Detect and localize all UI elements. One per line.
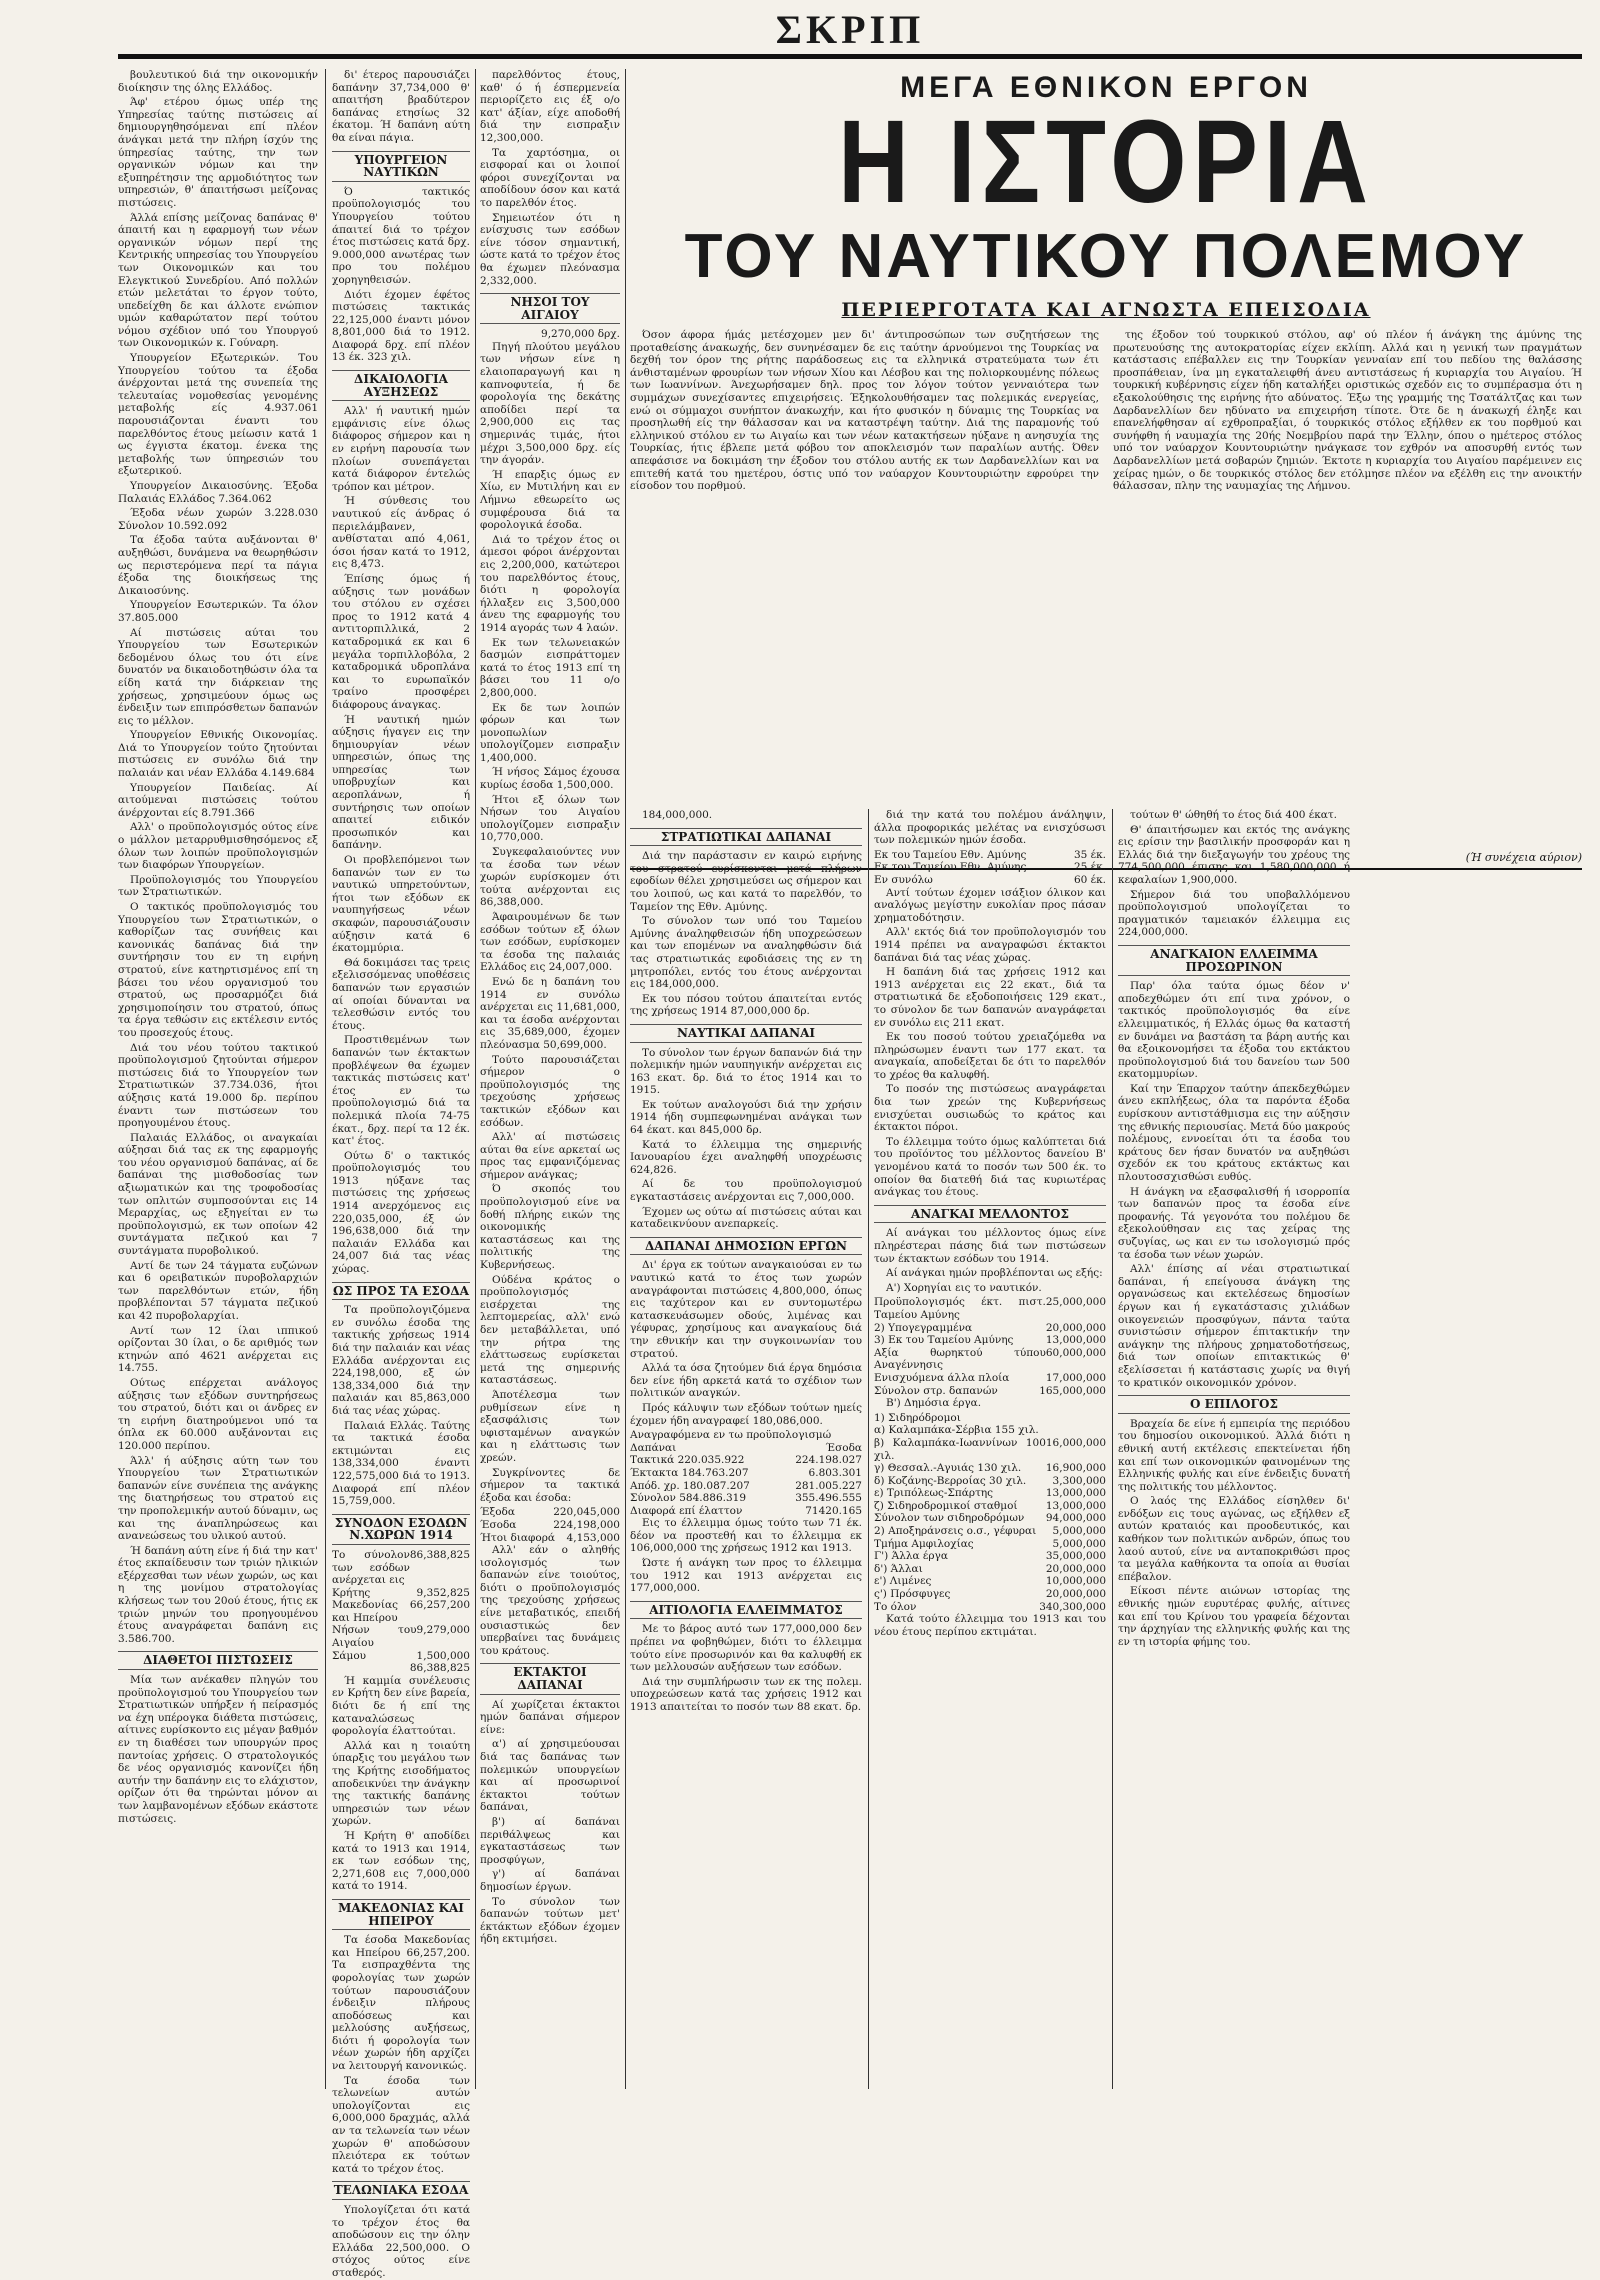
figure-value: 13,000,000 xyxy=(1045,1499,1106,1512)
masthead-title: ΣΚΡΙΠ xyxy=(775,7,925,52)
figure-label: β) Καλαμπάκα-Ιωαννίνων 100 χιλ. xyxy=(874,1436,1046,1462)
figure-value: 13,000,000 xyxy=(1045,1334,1106,1347)
figure-label: ς') Πρόσφυγες xyxy=(874,1588,951,1601)
paragraph: Εκ τούτων αναλογούσι διά την χρήσιν 1914 ήδη συμπεφωνημέναι ανάγκαι των 64 έκατ. και 845,000 δρ. xyxy=(630,1098,862,1137)
paragraph: Άλλά επίσης μείζονας δαπάνας θ' άπαιτή και η εφαρμογή των νέων οργανικών νόμων περί της Κεντρικής υπηρεσίας του Υπουργείου των Οικονομικών και του Ελεγκτικού Συνεδρίου. Από πολλών ετών μελετάται το έργον τούτο, υπεδείχθη δε και άλλοτε ενώπιον υμών καθαρώτατον περί τούτου νόμου σχέδιον υπό του Υπουργού των Οικονομικών κ. Γούναρη. xyxy=(118,211,318,350)
paragraph: Εκ των τελωνειακών δασμών εισπράττομεν κατά το έτος 1913 επί τη βάσει του 11 ο/ο 2,800,000. xyxy=(480,636,620,699)
paragraph: Αντί δε των 24 τάγματα ευζώνων και 6 ορειβατικών πυροβολαρχιών των παρελθόντων ετών, ήδη προβλέπονται 57 τάγματα πεζικού και 42 πυροβολαρχίαι. xyxy=(118,1259,318,1322)
figure-row xyxy=(874,1487,1106,1500)
figure-row xyxy=(332,1662,470,1675)
figure-row xyxy=(874,1424,1106,1437)
section-heading: ΝΗΣΟΙ ΤΟΥ ΑΙΓΑΙΟΥ xyxy=(480,293,620,324)
figure-row xyxy=(874,1334,1106,1347)
figure-label: Έκτακτα 184.763.207 xyxy=(630,1466,749,1479)
masthead xyxy=(118,7,1582,59)
paragraph: Η άνάγκη να εξασφαλισθή ή ισορροπία των δαπανών προς τα έσοδα είνε προφανής. Τά γεγονότα του πολέμου δε εξεκολούθησαν εις τας χείρας της συζυγίας, ως και εν τω ισολογισμώ πρός τα έσοδα των νέων χωρών. xyxy=(1118,1185,1350,1261)
figure-row xyxy=(332,1599,470,1624)
section-heading: ΕΚΤΑΚΤΟΙ ΔΑΠΑΝΑΙ xyxy=(480,1663,620,1694)
figure-value: 9,352,825 xyxy=(416,1586,470,1599)
paragraph: Ή καμμία συνέλευσις εν Κρήτη δεν είνε βαρεία, διότι δε ή επί της καταναλώσεως φορολογία έλαττούται. xyxy=(332,1674,470,1738)
paragraph: Ό τακτικός προϋπολογισμός του Υπουργείου τούτου άπαιτεί διά το τρέχον έτος πιστώσεις κατά δρχ. 9.000,000 ανωτέρας των προ του πολέμου χορηγηθεισών. xyxy=(332,185,470,286)
figure-value: 224.198.027 xyxy=(795,1454,862,1467)
figure-row xyxy=(874,1512,1106,1525)
figure-row xyxy=(874,1475,1106,1488)
paragraph: Αντί τούτων έχομεν ισάξιον όλικον και αναλόγως μεγίστην ευκολίαν προς πάσαν χρηματοδότησιν. xyxy=(874,886,1106,924)
figure-row xyxy=(630,1505,862,1518)
figure-row xyxy=(480,328,620,341)
column-6 xyxy=(1118,809,1350,2089)
figure-value: 66,257,200 xyxy=(409,1599,470,1612)
paragraph: Αί ανάγκαι ημών προβλέπονται ως εξής: xyxy=(886,1267,1103,1280)
paragraph: διά την κατά του πολέμου άνάληψιν, άλλα προφορικάς μελέτας να ενισχύσωσι των πολεμικών ημών έσοδα. xyxy=(874,809,1106,847)
feature-body xyxy=(630,329,1582,849)
column-3 xyxy=(480,69,620,2089)
section-heading: ΔΑΠΑΝΑΙ ΔΗΜΟΣΙΩΝ ΕΡΓΩΝ xyxy=(630,1237,862,1256)
section-heading: ΣΤΡΑΤΙΩΤΙΚΑΙ ΔΑΠΑΝΑΙ xyxy=(630,828,862,847)
figure-label: Ενισχυόμενα άλλα πλοία xyxy=(874,1371,1010,1384)
figure-row xyxy=(630,1454,862,1467)
figure-label: Σάμου xyxy=(332,1649,367,1662)
figure-value: 5,000,000 xyxy=(1052,1537,1106,1550)
paragraph: Ούτω δ' ο τακτικός προϋπολογισμός του 1913 ηύξανε τας πιστώσεις της χρήσεως 1914 ανερχόμενος εις 220,035,000, έξ ών 196,638,000 διά την παλαιάν Ελλάδα και 24,007 διά τας νέας χώρας. xyxy=(332,1149,470,1276)
figure-label: Ήτοι διαφορά xyxy=(480,1531,555,1544)
paragraph: Ο λαός της Ελλάδος είσηλθεν δι' ενδόξων εις τους αγώνας, ως εξήλθεν εξ αυτών κραταιός και προοδευτικός, και καθήκον των πολιτικών ανδρών, όπως του λαού αυτού, είνε να ανταποκριθώσι προς τα μεγάλα καθήκοντα τα οποία αι θυσίαι επέβαλον. xyxy=(1118,1495,1350,1583)
feature-banner xyxy=(630,69,1582,870)
paragraph: βουλευτικού διά την οικονομικήν διοίκησιν της όλης Ελλάδος. xyxy=(118,69,318,94)
section-heading: ΣΥΝΟΔΟΝ ΕΣΟΔΩΝ Ν.ΧΩΡΩΝ 1914 xyxy=(332,1514,470,1545)
figure-value: 35 έκ. xyxy=(1073,848,1106,861)
feature-body-right: της έξοδον τού τουρκικού στόλου, αφ' ού πλέον ή άνάγκη της άμύνης της πρωτευούσης της αυτοκρατορίας είχεν εκλίπη. Αλλά και η γενική των πραγμάτων κατάστασις επέβαλλεν εις την Τουρκίαν γενναίαν επί του πεδίου της θαλάσσης προσπάθειαν, ίνα μη εγκαταλειφθή άνευ αντιστάσεως ή κυριαρχία του Αιγαίου. Ή τουρκική κυβέρνησις είχεν ήδη καταλήξει οριστικώς σχεδόν εις το συμπέρασμα ότι η εξακολούθησις της ειρήνης ήτο αδύνατος. Έξω της γραμμής της Τσατάλτζας και των Δαρδανελλίων δεν ηδύνατο να επιχειρήση τίποτε. Ότε δε η άνακωχή έληξε και επανελήφθησαν αί εχθροπραξίαι, ό τουρκικός στόλος εξήλθεν εκ του πορθμού και συνήφθη ή ναυμαχία της 20ής Νοεμβρίου παρά την Έλλην, όπου ο ημέτερος στόλος υπό τον ναύαρχον Κουντουριώτην ηνάγκασε τον εχθρόν να αποσυρθή εντός των Δαρδανελλίων μετά σοβαρών ζημιών. Έκτοτε η κυριαρχία του Αιγαίου παρέμεινεν εις χείρας ημών, ο δε τουρκικός στόλος δεν ετόλμησε πλέον να εξέλθη εις την ανοικτήν θάλασσαν, πλην της ναυμαχίας της Λήμνου. xyxy=(1113,329,1582,493)
paragraph: Παρ' όλα ταύτα όμως δέον ν' αποδεχθώμεν ότι επί τινα χρόνον, ο τακτικός προϋπολογισμός θα είνε ελλειμματικός, ή Ελλάς όμως θα καταστή εν δυνάμει να βαστάση τα βάρη αυτής και θα εξοικονομήσει τα έξοδα του εκτάκτου προϋπολογισμού διά του δανείου των 500 εκατομμυρίων. xyxy=(1118,980,1350,1081)
feature-title: Η ΙΣΤΟΡΙΑ xyxy=(838,95,1374,227)
section-heading: ΔΙΚΑΙΟΛΟΓΙΑ ΑΥΞΗΣΕΩΣ xyxy=(332,370,470,401)
figure-value: 86,388,825 xyxy=(409,1548,470,1561)
column-rule xyxy=(625,69,626,2089)
figure-label: ε) Τριπόλεως-Σπάρτης xyxy=(874,1487,994,1500)
figure-row xyxy=(874,849,1106,862)
figure-value: 10,000,000 xyxy=(1045,1575,1106,1588)
column-rule xyxy=(325,69,326,2089)
figure-label: Προϋπολογισμός έκτ. πιστ. Ταμείου Αμύνης xyxy=(874,1296,1046,1321)
paragraph: Με το βάρος αυτό των 177,000,000 δεν πρέπει να φοβηθώμεν, διότι το έλλειμμα τούτο είνε προσωρινόν και θα καλυφθή εκ των μελλουσών αυξήσεων των εσόδων. xyxy=(630,1623,862,1674)
figure-label: Νήσων του Αιγαίου xyxy=(332,1624,417,1650)
figure-row xyxy=(630,1429,862,1442)
figure-label: Εκ του Ταμείου Εθν. Αμύνης xyxy=(874,861,1027,874)
paragraph: Αί ανάγκαι του μέλλοντος όμως είνε πληρέστεραι πάσης διά των πιστώσεων των έκτακτων εσόδων του 1914. xyxy=(874,1227,1106,1265)
figure-label: Απόδ. χρ. 180.087.207 xyxy=(630,1479,750,1492)
paragraph: Άλλ' ή αύξησις αύτη των του Υπουργείου των Στρατιωτικών δαπανών είνε συνέπεια της ανάγκης της διατηρήσεως του στρατού εις την προπολεμικήν αυτού δύναμιν, ως και της άναπληρώσεως και ανανεώσεως του υλικού αυτού. xyxy=(118,1454,318,1543)
paragraph: Άφαιρουμένων δε των εσόδων τούτων εξ όλων των εσόδων, ευρίσκομεν τα έσοδα της παλαιάς Ελλάδος εις 24,007,000. xyxy=(480,911,620,974)
paragraph: Αλλ' εάν ο αληθής ισολογισμός των δαπανών είνε τοιούτος, διότι ο προϋπολογισμός της τρεχούσης χρήσεως είνε μεταβατικός, επειδή ουσιαστικώς δεν υπερβαίνει τας δυνάμεις του κράτους. xyxy=(480,1544,620,1657)
figure-row xyxy=(874,1385,1106,1398)
column-5 xyxy=(874,809,1106,2089)
column-rule xyxy=(868,809,869,2089)
figure-label: 1) Σιδηρόδρομοι xyxy=(874,1411,961,1424)
section-heading: ΩΣ ΠΡΟΣ ΤΑ ΕΣΟΔΑ xyxy=(332,1282,470,1301)
figure-row xyxy=(874,1412,1106,1425)
paragraph: Εις το έλλειμμα όμως τούτο των 71 έκ. δέον να προστεθή και το έλλειμμα εκ 106,000,000 της χρήσεως 1912 και 1913. xyxy=(630,1517,862,1555)
figure-value: Έσοδα xyxy=(825,1441,862,1454)
paragraph: Αλλ' ή ναυτική ημών εμφάνισις είνε όλως διάφορος σήμερον και η εν ειρήνη παρουσία των πλοίων συνεπάγεται κατά διάφορον έντελώς τρόπον και μέτρον. xyxy=(332,405,470,493)
figure-value: 35,000,000 xyxy=(1045,1550,1106,1563)
figure-label: δ) Κοζάνης-Βερροίας 30 χιλ. xyxy=(874,1474,1027,1487)
figure-value: 224,198,000 xyxy=(553,1518,620,1531)
figure-label: Τμήμα Αμφιλοχίας xyxy=(874,1537,974,1550)
paragraph: Προστιθεμένων των δαπανών των έκτακτων προβλέψεων θα έχωμεν τακτικάς πιστώσεις κατ' έτος εν τω προϋπολογισμώ διά τα πολεμικά πλοία 74-75 έκατ., δρχ. περί τα 12 έκ. κατ' έτος. xyxy=(332,1034,470,1148)
figure-value: 3,300,000 xyxy=(1052,1474,1106,1487)
figure-value: 165,000,000 xyxy=(1039,1384,1106,1397)
figure-label: ζ) Σιδηροδρομικοί σταθμοί xyxy=(874,1499,1018,1512)
paragraph: 184,000,000. xyxy=(642,809,713,821)
paragraph: Προϋπολογισμός του Υπουργείου των Στρατιωτικών. xyxy=(118,873,318,899)
figure-value: 281.005.227 xyxy=(795,1479,862,1492)
figure-label: 3) Εκ του Ταμείου Αμύνης xyxy=(874,1334,1014,1347)
paragraph: Κατά το έλλειμμα της σημερινής Ιανουαρίου έχει αναληφθή υποχρέωσις 624,826. xyxy=(630,1138,862,1176)
paragraph: Αλλ' εκτός διά τον προϋπολογισμόν του 1914 πρέπει να αναγραφώσι έκτακτοι δαπάναι διά τας νέας χώρας. xyxy=(874,926,1106,964)
section-heading: ΑΝΑΓΚΑΙΟΝ ΕΛΛΕΙΜΜΑ ΠΡΟΣΩΡΙΝΟΝ xyxy=(1118,945,1350,976)
paragraph: Ούδένα κράτος ο προϋπολογισμός εισέρχεται της λεπτομερείας, αλλ' ενώ δεν μεταβάλλεται, υπό την ρήτρα της ελάττωσεως ευρίσκεται μετά της σημερινής καταστάσεως. xyxy=(480,1273,620,1387)
paragraph: Ήτοι εξ όλων των Νήσων του Αιγαίου υπολογίζομεν εισπραξιν 10,770,000. xyxy=(480,793,620,844)
paragraph: Μία των ανέκαθεν πληγών του προϋπολογισμού του Υπουργείου των Στρατιωτικών υπήρξεν ή πείρασμός να έχη υπέρογκα διάθετα πιστώσεις, αίτινες ευρίσκοντο εις μέγαν βαθμόν εν τη διαθέσει των υπουργών προς παντοίας χρήσεις. Ο στρατολογικός δε νέος οργανισμός κανονίζει ήδη αυτήν την δαπάνην εις το ελάχιστον, ορίζων ότι θα τηρώνται μόνον αι των λαμβανομένων εξόδων εκάστοτε πιστώσεις. xyxy=(118,1674,318,1825)
paragraph: Καί την Έπαρχον ταύτην άπεκδεχθώμεν άνευ εκπλήξεως, όλα τα παρόντα έξοδα ευρίσκουν αντιστάθμισμα εις την αύξησιν της εθνικής περιουσίας. Μετά δύο μακρούς πολέμους, εννοείται ότι τα έσοδα του κράτους δεν ήσαν δυνατόν να αυξηθώσι σχεδόν εκ του κράτους εκτάκτως και πλουτοσσχισθώσι ευθύς. xyxy=(1118,1082,1350,1184)
figure-row xyxy=(874,1550,1106,1563)
paragraph: Αλλ' αί πιστώσεις αύται θα είνε αρκεταί ως προς τας εμφανιζόμενας σήμερον ανάγκας; xyxy=(480,1131,620,1181)
paragraph: Το ποσόν της πιστώσεως αναγράφεται δια των χρεών της Κυβερνήσεως ενισχύεται ουσιωδώς το κράτος και έκτακτοι πόροι. xyxy=(874,1083,1106,1134)
paragraph: Υπουργείον Παιδείας. Αί αιτούμεναι πιστώσεις τούτου άνέρχονται είς 8.791.366 xyxy=(118,781,318,819)
figure-value: 86,388,825 xyxy=(409,1662,470,1675)
figure-row xyxy=(630,1467,862,1480)
paragraph: Συγκρίνοντες δε σήμερον τα τακτικά έξοδα και έσοδα: xyxy=(480,1466,620,1504)
paragraph: Σήμερον διά του υποβαλλόμενου προϋπολογισμού υπολογίζεται το πραγματικόν ταμειακόν έλλειμμα εις 224,000,000. xyxy=(1118,888,1350,939)
figure-label: Κρήτης xyxy=(332,1586,371,1599)
paragraph: τούτων θ' ώθηθή το έτος διά 400 έκατ. xyxy=(1130,809,1338,821)
figure-label: Δαπάναι xyxy=(630,1441,677,1454)
figure-row xyxy=(332,1650,470,1663)
paragraph: Β') Δημόσια έργα. xyxy=(886,1397,982,1410)
figure-value: 17,000,000 xyxy=(1045,1371,1106,1384)
article-grid xyxy=(118,69,1582,2279)
paragraph: δι' έτερος παρουσιάζει δαπάνην 37,734,000 θ' απαιτήση βραδύτερον δαπάνας ετησίως 32 έκατομ. Ή δαπάνη αύτη θα είναι πάγια. xyxy=(332,69,470,144)
paragraph: Τούτο παρουσιάζεται σήμερον ο προϋπολογισμός της τρεχούσης χρήσεως τακτικών εξόδων και εσόδων. xyxy=(480,1053,620,1129)
section-heading: ΔΙΑΘΕΤΟΙ ΠΙΣΤΩΣΕΙΣ xyxy=(118,1651,318,1670)
paragraph: Αλλ' ο προϋπολογισμός ούτος είνε ο μάλλον μεταρρυθμισθησόμενος εξ όλων των λοιπών προϋπολογισμών των διαφόρων Υπουργείων. xyxy=(118,821,318,872)
paragraph: Α') Χορηγίαι εις το ναυτικόν. xyxy=(886,1281,1042,1294)
figure-label: Αξία θωρηκτού τύπου Αναγέννησις xyxy=(874,1346,1046,1372)
figure-label: 2) Υπογεγραμμένα xyxy=(874,1321,973,1334)
paragraph: Υπουργείον Εξωτερικών. Του Υπουργείου τούτου τα έξοδα άνέρχονται μετά της συνεπεία της τελευταίας νομοθεσίας γενομένης μεταβολής είς 4.937.061 παρουσιάζονται έναντι του παρελθόντος έτους μείωσιν κατά 1 ως έγγιστα έκατομ. ένεκα της μεταβολής των ύπηρεσιών του εξωτερικού. xyxy=(118,352,318,478)
paragraph: Συγκεφαλαιούντες νυν τα έσοδα των νέων χωρών ευρίσκομεν ότι τούτα ανέρχονται εις 86,388,000. xyxy=(480,846,620,909)
figure-row xyxy=(874,874,1106,887)
figure-label: Σύνολον 584.886.319 xyxy=(630,1492,747,1505)
figure-value: 220,045,000 xyxy=(553,1506,620,1519)
paragraph: Αλλ' έπίσης αί νέαι στρατιωτικαί δαπάναι, ή επείγουσα άνάγκη της οργανώσεως και εκτελέσεως δημοσίων έργων και ή εγκατάστασις χιλιάδων οικογενειών προσφύγων, πάντα ταύτα συνιστώσιν σήμερον έπιτακτικήν την ανάγκην της πλήρους χρηματοδοτήσεως, διά των οποίων επιτακτικώς θ' εξελίσσεται ή κατάστασις χωρίς να θιγή το κρατικόν οικονομικόν χρόνον. xyxy=(1118,1263,1350,1389)
figure-row xyxy=(630,1492,862,1505)
figure-row xyxy=(874,1462,1106,1475)
paragraph: Παλαιά Ελλάς. Ταύτης τα τακτικά έσοδα εκτιμώνται εις 138,334,000 έναντι 122,575,000 διά το 1913. Διαφορά επί πλέον 15,759,000. xyxy=(332,1419,470,1508)
figure-label: Αναγραφόμενα εν τω προϋπολογισμώ xyxy=(630,1429,832,1442)
paragraph: παρελθόντος έτους, καθ' ό ή έσπερμενεία περιορίζετο εις έξ ο/ο κατ' άξίαν, είχε αποδοθή διά την εισπραξιν 12,300,000. xyxy=(480,69,620,144)
column-rule xyxy=(1112,809,1113,2089)
paragraph: Δι' έργα εκ τούτων αναγκαιούσαι εν τω ναυτικώ κατά το έτος των χωρών αναγράφονται πιστώσεις 4,800,000, όπως εις ταχύτερον και εν συντομωτέρω κατασκευάσωμεν οδούς, λιμένας και γέφυρας, χρησίμους και αναγκαίους διά την εθνικήν και την συγκοινωνίαν του στρατού. xyxy=(630,1259,862,1360)
figure-label: Γ') Άλλα έργα xyxy=(874,1550,948,1563)
figure-row xyxy=(874,1347,1106,1372)
column-4 xyxy=(630,809,862,2089)
figure-label: δ') Άλλαι xyxy=(874,1562,923,1575)
feature-title-2: ΤΟΥ ΝΑΥΤΙΚΟΥ ΠΟΛΕΜΟΥ xyxy=(684,222,1528,291)
paragraph: Έξοδα νέων χωρών 3.228.030 Σύνολον 10.592.092 xyxy=(118,507,318,532)
paragraph: α') αί χρησιμεύουσαι διά τας δαπάνας των πολεμικών υπουργείων και αί προσωρινοί έκτακτοι τούτων δαπάναι, xyxy=(480,1738,620,1814)
figure-row xyxy=(874,1588,1106,1601)
figure-label: Τακτικά 220.035.922 xyxy=(630,1454,745,1467)
paragraph: Το έλλειμμα τούτο όμως καλύπτεται διά του προϊόντος του μέλλοντος δανείου Β' γενομένου κατά το ποσόν των 500 έκ. το οποίον θα διατεθή διά τας κυριωτέρας ανάγκας του έτους. xyxy=(874,1135,1106,1199)
paragraph: Ό σκοπός του προϋπολογισμού είνε να δοθή πλήρης εικών της οικονομικής καταστάσεως και της πολιτικής της Κυβερνήσεως. xyxy=(480,1183,620,1272)
paragraph: Άποτέλεσμα των ρυθμίσεων είνε η εξασφάλισις των υφισταμένων αναγκών και η ελάττωσις των χρεών. xyxy=(480,1388,620,1464)
paragraph: Διά την παράστασιν εν καιρώ ειρήνης του στρατού ευρίσκονται μετά πλήρων εφοδίων θέλει χρησιμεύσει ως σήμερον και του λοιπού, ως και κατά το παρελθόν, το Ταμείον της Εθν. Αμύνης. xyxy=(630,850,862,913)
figure-label: 2) Αποξηράνσεις ο.σ., γέφυραι xyxy=(874,1525,1037,1538)
paragraph: Τα χαρτόσημα, οι εισφοραί και οι λοιποί φόροι συνεχίζονται να αποδίδουν όσον και κατά το παρελθόν έτος. xyxy=(480,146,620,209)
figure-row xyxy=(480,1532,620,1545)
figure-value: 60 έκ. xyxy=(1073,873,1106,886)
figure-value: 16,900,000 xyxy=(1045,1462,1106,1475)
figure-label: γ) Θεσσαλ.-Αγυιάς 130 χιλ. xyxy=(874,1462,1022,1475)
paragraph: Θά δοκιμάσει τας τρεις εξελισσόμενας υποθέσεις δαπανών των εργασιών αί οποίαι δύνανται να τελεσθώσιν εντός του έτους. xyxy=(332,956,470,1032)
paragraph: Σημειωτέον ότι η ενίσχυσις των εσόδων είνε τόσον σημαντική, ώστε κατά το τρέχον έτος θα έχωμεν πλεόνασμα 2,332,000. xyxy=(480,211,620,287)
section-heading: ΥΠΟΥΡΓΕΙΟΝ ΝΑΥΤΙΚΩΝ xyxy=(332,151,470,182)
column-2 xyxy=(332,69,470,2279)
paragraph: Οι προβλεπόμενοι των δαπανών των εν τω ναυτικώ υπηρετούντων, ήτοι των εξόδων εκ ναυπηγήσεως νέων σκαφών, παρουσιάζουσιν αύξησιν κατά 6 έκατομμύρια. xyxy=(332,854,470,955)
figure-label: Έσοδα xyxy=(480,1518,517,1531)
section-heading: ΜΑΚΕΔΟΝΙΑΣ ΚΑΙ ΗΠΕΙΡΟΥ xyxy=(332,1899,470,1930)
paragraph: Εκ του πόσου τούτου άπαιτείται εντός της χρήσεως 1914 87,000,000 δρ. xyxy=(630,992,862,1018)
figure-label: ε') Λιμένες xyxy=(874,1575,932,1588)
paragraph: Αί πιστώσεις αύται του Υπουργείου των Εσωτερικών δεδομένου όλως του ότι είνε δυνατόν να δικαιοδοτηθώσιν όλα τα είδη κατά την διάρκειαν της χρήσεως, χρησιμεύουν όμως ως ένδειξιν των επιπρόσθετων δαπανών εις το μέλλον. xyxy=(118,626,318,727)
figure-row xyxy=(874,1322,1106,1335)
section-heading: ΝΑΥΤΙΚΑΙ ΔΑΠΑΝΑΙ xyxy=(630,1024,862,1043)
figure-value: 340,300,000 xyxy=(1039,1600,1106,1613)
paragraph: Ή επαρξις όμως εν Χίω, εν Μυτιλήνη και εν Λήμνω εθεωρείτο ως συμφέρουσα διά τα φορολογικά έσοδα. xyxy=(480,468,620,532)
paragraph: Τα έξοδα ταύτα αυξάνονται θ' αυξηθώσι, δυνάμενα να θεωρηθώσιν ως περιστερόμενα περί τα πάγια έξοδα της διοικήσεως της Δικαιοσύνης. xyxy=(118,534,318,597)
paragraph: Ή σύνθεσις του ναυτικού είς άνδρας ό περιελάμβανεν, ανθίσταται από 4,061, όσοι ήσαν κατά το 1912, εις 8,473. xyxy=(332,495,470,571)
feature-body-left: Όσον άφορα ήμάς μετέσχομεν μεν δι' άντιπροσώπων των συζητήσεων της προταθείσης άνακωχής, δεν συνηνέσαμεν δε εις ταύτην άρνούμενοι της Τουρκίας να δεχθή τον όρον της ρήτης παράδοσεως εις τα ελληνικά στρατεύματα των έτι άνθισταμένων φρουρίων των νήσων Χίου και Λέσβου και της πολιορκουμένης πόλεως των Ιωαννίνων. Άνεχωρήσαμεν δηλ. προς τον λόγον τούτον γενναιότερα των συμμάχων συνεχίσαντες επιχειρήσεις. Έξηκολουθήσαμεν τας πολεμικάς ενεργείας, ενώ οι σύμμαχοι συνήπτον άνακωχήν, και ήτο φυσικόν η δύναμις της Τουρκίας να προσηλωθή είς την θάλασσαν και να καταστρέψη ταύτην. Διά της παραμονής τού ελληνικού στόλου εν τω Αιγαίω και των νέων κατακτήσεων ηύξανε η ανησυχία της Τουρκίας, ήτις έβλεπε μετά φόβου τον αποκλεισμόν των παραλίων αυτής. Όθεν απεφάσισε να δοκιμάση την έξοδον του στόλου αυτής εκ των Δαρδανελλίων και να επιτεθή κατά του ημετέρου, όστις υπό τον ναύαρχον Κουντουριώτην εφρούρει την είσοδον του πορθμού. xyxy=(630,329,1099,493)
paragraph: Αί δε του προϋπολογισμού εγκαταστάσεις ανέρχονται εις 7,000,000. xyxy=(630,1178,862,1204)
section-heading: ΤΕΛΩΝΙΑΚΑ ΕΣΟΔΑ xyxy=(332,2181,470,2200)
figure-row xyxy=(480,1519,620,1532)
figure-label: Έξοδα xyxy=(480,1506,515,1519)
paragraph: Τα προϋπολογιζόμενα εν συνόλω έσοδα της τακτικής χρήσεως 1914 διά την παλαιάν και νέας Ελλάδα ανέρχονται εις 224,198,000, εξ ών 138,334,000 διά την παλαιάν και 85,863,000 διά τας νέας χώρας. xyxy=(332,1304,470,1417)
section-heading: ΑΝΑΓΚΑΙ ΜΕΛΛΟΝΤΟΣ xyxy=(874,1205,1106,1224)
paragraph: Είκοσι πέντε αιώνων ιστορίας της εθνικής ημών ευρυτέρας φυλής, αίτινες και επί του Κρίνου του γραφεία δέχονται την άρχηγίαν της ελληνικής φυλής και της εν τη ιστορία φήμης του. xyxy=(1118,1585,1350,1648)
figure-row xyxy=(332,1624,470,1649)
figure-value: 9,270,000 δρχ. xyxy=(541,328,620,341)
paragraph: Ή ναυτική ημών αύξησις ήγαγεν εις την δημιουργίαν νέων υπηρεσιών, όπως της υπηρεσίας των υποβρυχίων και αεροπλάνων, ή συντήρησις των οποίων απαιτεί ειδικόν προσωπικόν και δαπάνην. xyxy=(332,713,470,852)
figure-label: Εκ του Ταμείου Εθν. Αμύνης xyxy=(874,848,1027,861)
paragraph: γ') αί δαπάναι δημοσίων έργων. xyxy=(480,1868,620,1893)
paragraph: Το σύνολον των δαπανών τούτων μετ' έκτάκτων εξόδων έχομεν ήδη εκτιμήσει. xyxy=(480,1895,620,1946)
paragraph: Τα έσοδα Μακεδονίας και Ηπείρου 66,257,200. Τα εισπραχθέντα της φορολογίας των χωρών τούτων παρουσιάζουν ένδειξιν πλήρους αποδόσεως και μελλούσης αυξήσεως, διότι ή φορολογία των νέων χωρών ήδη αρχίζει να λειτουργή κανονικώς. xyxy=(332,1934,470,2073)
paragraph: Ώστε ή ανάγκη των προς το έλλειμμα του 1912 και 1913 ανέρχεται εις 177,000,000. xyxy=(630,1557,862,1595)
feature-continued: (Ή συνέχεια αύριον) xyxy=(630,851,1582,870)
figure-label: α) Καλαμπάκα-Σέρβια 155 χιλ. xyxy=(874,1424,1039,1437)
figure-label: Διαφορά επί έλαττον xyxy=(630,1504,743,1517)
paragraph: Πρός κάλυψιν των εξόδων τούτων ημείς έχομεν ήδη αναγραφεί 180,086,000. xyxy=(630,1401,862,1427)
figure-row xyxy=(480,1506,620,1519)
paragraph: Διά την συμπλήρωσιν των εκ της πολεμ. υποχρεώσεων κατά τας χρήσεις 1912 και 1913 απαιτείται το ποσόν των 88 εκατ. δρ. xyxy=(630,1675,862,1713)
section-heading: ΑΙΤΙΟΛΟΓΙΑ ΕΛΛΕΙΜΜΑΤΟΣ xyxy=(630,1601,862,1620)
paragraph: Το σύνολον των υπό του Ταμείου Αμύνης άναληφθεισών ήδη υποχρεώσεων και των επομένων να αναληφθώσιν διά τας στρατιωτικάς εφοδιάσεις της εν τη μητροπόλει, εντός του έτους ανέρχονται εις 184,000,000. xyxy=(630,915,862,991)
paragraph: Αί χωρίζεται έκτακτοι ημών δαπάναι σήμερον είνε: xyxy=(480,1698,620,1736)
figure-value: 16,000,000 xyxy=(1045,1436,1106,1449)
figure-value: 20,000,000 xyxy=(1045,1588,1106,1601)
figure-value: 5,000,000 xyxy=(1052,1525,1106,1538)
paragraph: Διά του νέου τούτου τακτικού προϋπολογισμού ζητούνται σήμερον πιστώσεις διά το Υπουργείον των Στρατιωτικών 37.734.036, ήτοι αύξησις κατά 19.000 δρ. περίπου έναντι των πιστώσεων του προηγουμένου έτους. xyxy=(118,1041,318,1130)
figure-row xyxy=(332,1549,470,1587)
figure-value: 71420.165 xyxy=(805,1504,862,1517)
paragraph: Η δαπάνη διά τας χρήσεις 1912 και 1913 ανέρχεται εις 22 εκατ., διά τα στρατιωτικά δε εξοδοποιήσεις 129 εκατ., το σύνολον δε των δαπανών αναγράφεται εν συνόλω εις 211 εκατ. xyxy=(874,966,1106,1029)
figure-value: 355.496.555 xyxy=(795,1492,862,1505)
figure-value: 25 έκ. xyxy=(1073,861,1106,874)
paragraph: β') αί δαπάναι περιθάλψεως και εγκαταστάσεως των προσφύγων, xyxy=(480,1815,620,1866)
figure-row xyxy=(874,1525,1106,1538)
figure-value: 13,000,000 xyxy=(1045,1487,1106,1500)
paragraph: Διότι έχομεν έφέτος πιστώσεις τακτικάς 22,125,000 έναντι μόνον 8,801,000 διά το 1912. Διαφορά δρχ. επί πλέον 13 έκ. 323 χιλ. xyxy=(332,288,470,364)
paragraph: Βραχεία δε είνε ή εμπειρία της περιόδου του δημοσίου οικονομικού. Άλλά διότι η εθνική αυτή εκτέλεσις επεκτείνεται ήδη και επί των οικονομικών φαινομένων της Ελληνικής φυλής και είνε ένδειξις δυνατή της πολιτικής του μέλλοντος. xyxy=(1118,1417,1350,1493)
feature-subtitle: ΠΕΡΙΕΡΓΟΤΑΤΑ ΚΑΙ ΑΓΝΩΣΤΑ ΕΠΕΙΣΟΔΙΑ xyxy=(841,299,1371,321)
column-rule xyxy=(475,69,476,2089)
figure-label: Σύνολον στρ. δαπανών xyxy=(874,1384,998,1397)
paragraph: Εκ δε των λοιπών φόρων και των μονοπωλίων υπολογίζομεν εισπραξιν 1,400,000. xyxy=(480,701,620,764)
paragraph: Το σύνολον των έργων δαπανών διά την πολεμικήν ημών ναυπηγικήν ανέρχεται εις 163 εκατ. δρ. διά το έτος 1914 και το 1915. xyxy=(630,1046,862,1097)
figure-value: 20,000,000 xyxy=(1045,1321,1106,1334)
paragraph: Ο τακτικός προϋπολογισμός του Υπουργείου των Στρατιωτικών, ο καθορίζων τας συνήθεις και κανονικάς δαπάνας διά την συντήρησιν του εν τη ειρήνη στρατού, είνε κατηρτισμένος επί τη βάσει του νέου οργανισμού του στρατού, ως προσαρμόζει διά χρησιμοποίησιν του στρατού, όπως τα έργα τεθώσιν εις εκτέλεσιν εντός του προσεχούς έτους. xyxy=(118,901,318,1039)
paragraph: Τα έσοδα των τελωνείων αυτών υπολογίζονται εις 6,000,000 δραχμάς, αλλά αν τα τελωνεία των νέων χωρών θ' αποδώσουν πλειότερα εκ τούτων κατά το τρέχον έτος. xyxy=(332,2074,470,2175)
figure-row xyxy=(874,1437,1106,1462)
figure-label: Μακεδονίας και Ηπείρου xyxy=(332,1599,398,1624)
figure-row xyxy=(874,1372,1106,1385)
figure-value: 4,153,000 xyxy=(566,1531,620,1544)
figure-value: 1,500,000 xyxy=(416,1649,470,1662)
paragraph: Έπίσης όμως ή αύξησις των μονάδων του στόλου εν σχέσει προς το 1912 κατά 4 αντιτορπιλλικά, 2 καταδρομικά εκ και 6 μεγάλα τορπιλλοβόλα, 2 καταδρομικά υδροπλάνα και το ευρωπαϊκόν τραίνο προσφέρει διάφορους άναγκας. xyxy=(332,572,470,711)
figure-label: Εν συνόλω xyxy=(874,873,933,886)
paragraph: Αλλά τα όσα ζητούμεν διά έργα δημόσια δεν είνε ήδη αρκετά κατά το σχέδιον των πολιτικών αναγκών. xyxy=(630,1362,862,1400)
figure-row xyxy=(630,1442,862,1455)
figure-row xyxy=(874,861,1106,874)
paragraph: Πηγή πλούτου μεγάλου των νήσων είνε η ελαιοπαραγωγή και η καπνοφυτεία, ή δε φορολογία της δεκάτης αποδίδει περί τα 2,900,000 εις τας σημερινάς τιμάς, ήτοι μέχρι 3,500,000 δρχ. είς την άγοράν. xyxy=(480,340,620,467)
paragraph: Διά το τρέχον έτος οι άμεσοι φόροι άνέρχονται εις 2,200,000, κατώτεροι του παρελθόντος έτους, διότι η φορολογία ήλλαξεν εις 3,500,000 άνευ της εφαρμογής του 1914 αγοράς των 4 λαών. xyxy=(480,533,620,634)
paragraph: Εκ του ποσού τούτου χρειαζόμεθα να πληρώσωμεν έναντι των 177 εκατ. τα αναγκαία, αποδείξεται δε ότι το παρελθόν το χρέος θα καλυφθή. xyxy=(874,1031,1106,1081)
figure-value: 9,279,000 xyxy=(416,1624,470,1637)
section-heading: Ο ΕΠΙΛΟΓΟΣ xyxy=(1118,1395,1350,1414)
figure-label: Το σύνολον των εσόδων ανέρχεται εις xyxy=(332,1548,410,1587)
paragraph: Ούτως επέρχεται ανάλογος αύξησις των εξόδων συντηρήσεως του στρατού, διότι και οι άνδρες εν τη ειρήνη διατηρούμενοι υπό τα όπλα εκ 60.000 αυξάνονται εις 120.000 περίπου. xyxy=(118,1376,318,1452)
figure-row xyxy=(332,1587,470,1600)
figure-row xyxy=(874,1296,1106,1321)
figure-row xyxy=(874,1601,1106,1614)
column-1 xyxy=(118,69,318,2089)
paragraph: Παλαιάς Ελλάδος, οι αναγκαίαι αύξησαι διά τας εκ της εφαρμογής του νέου οργανισμού δαπάνας, αί δε δαπάναι της μισθοδοσίας των αξιωματικών και της τροφοδοσίας των οπλιτών συμποσούνται εις 14 Μεραρχίας, ως εξηγείται εν τω προϋπολογισμώ, εκ των οποίων 42 συντάγματα πεζικού και 7 συντάγματα πυροβολικού. xyxy=(118,1131,318,1258)
figure-row xyxy=(874,1575,1106,1588)
paragraph: Υπουργείον Εθνικής Οικονομίας. Διά το Υπουργείον τούτο ζητούνται πιστώσεις εν συνόλω διά την παλαιάν και νέαν Ελλάδα 4.149.684 xyxy=(118,729,318,780)
figure-value: 6.803.301 xyxy=(808,1466,862,1479)
figure-row xyxy=(874,1563,1106,1576)
paragraph: Άφ' ετέρου όμως υπέρ της Υπηρεσίας ταύτης πιστώσεις αί δημιουργηθησόμεναι επί πλέον άνάγκαι μετά την πλήρη ίσχύν της ύπηρεσίας ταύτης, την των οργανικών νόμων και την εξυπηρέτησιν της αρμοδιότητος των υπηρεσιών, θ' άπαιτήσωσι μείζονας πιστώσεις. xyxy=(118,96,318,209)
paragraph: Έχομεν ως ούτω αί πιστώσεις αύται και καταδεικνύουν ανεπαρκείς. xyxy=(630,1205,862,1231)
figure-value: 25,000,000 xyxy=(1045,1296,1106,1309)
figure-value: 94,000,000 xyxy=(1045,1512,1106,1525)
paragraph: Ενώ δε η δαπάνη του 1914 εν συνόλω ανέρχεται εις 11,681,000, και τα έσοδα ανέρχονται εις 35,689,000, έχομεν πλεόνασμα 50,699,000. xyxy=(480,975,620,1051)
paragraph: Αλλά και η τοιαύτη ύπαρξις του μεγάλου των της Κρήτης εισοδήματος αποδεικνύει την άνάγκην της τακτικής δαπάνης υπηρεσιών των νέων χωρών. xyxy=(332,1739,470,1828)
feature-kicker: ΜΕΓΑ ΕΘΝΙΚΟΝ ΕΡΓΟΝ xyxy=(900,71,1312,104)
figure-row xyxy=(630,1480,862,1493)
figure-row xyxy=(874,1500,1106,1513)
figure-label: Το όλον xyxy=(874,1600,917,1613)
paragraph: Αντί των 12 ίλαι ιππικού ορίζονται 30 ίλαι, ο δε αριθμός των κτηνών από 4621 ανέρχεται εις 14.755. xyxy=(118,1324,318,1375)
figure-value: 20,000,000 xyxy=(1045,1562,1106,1575)
paragraph: Ή Κρήτη θ' αποδίδει κατά το 1913 και 1914, εκ των εσόδων της, 2,271,608 εις 7,000,000 κατά το 1914. xyxy=(332,1829,470,1893)
paragraph: Υπουργείον Δικαιοσύνης. Έξοδα Παλαιάς Ελλάδος 7.364.062 xyxy=(118,480,318,505)
paragraph: Θ' άπαιτήσωμεν και εκτός της ανάγκης εις ερίσιν την βασιλικήν προσφοράν και η Ελλάς διά την διεξαγωγήν του χρέους της 774,500,000 έπισης και 1,580,000,000 ή κεφαλαίων 1,900,000. xyxy=(1118,823,1350,886)
paragraph: Υπουργείον Εσωτερικών. Τα όλον 37.805.000 xyxy=(118,599,318,624)
paragraph: Υπολογίζεται ότι κατά το τρέχον έτος θα αποδώσουν εις την όλην Ελλάδα 22,500,000. Ο στόχος ούτος είνε σταθερός. xyxy=(332,2204,470,2279)
paragraph: Ή νήσος Σάμος έχουσα κυρίως έσοδα 1,500,000. xyxy=(480,766,620,792)
figure-label: Σύνολον των σιδηροδρόμων xyxy=(874,1512,1025,1525)
paragraph: Ή δαπάνη αύτη είνε ή διά την κατ' έτος εκπαίδευσιν των τριών ηλικιών εξέρχεσθαι των νέων χωρών, ως και η της μονίμου στρατολογίας κλήσεως των του 20ού έτους, ήτις εκ τριών μηνών του προηγουμένου έτους αναγράφεται δαπάνη εις 3.586.700. xyxy=(118,1544,318,1645)
figure-row xyxy=(874,1538,1106,1551)
figure-value: 60,000,000 xyxy=(1045,1346,1106,1359)
paragraph: Κατά τούτο έλλειμμα του 1913 και του νέου έτους περίπου εκτιμάται. xyxy=(874,1613,1106,1638)
